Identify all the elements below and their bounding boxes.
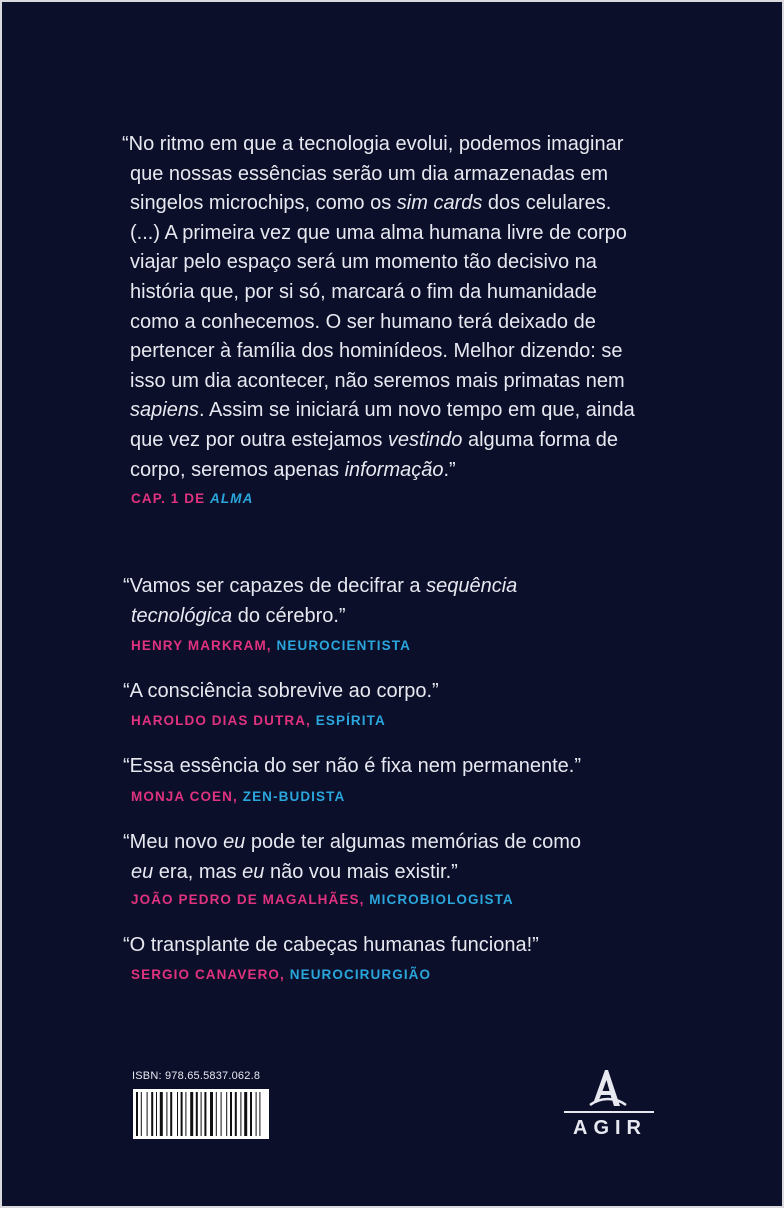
- quote-attribution: [131, 713, 386, 728]
- quote-dutra: [123, 677, 439, 707]
- quote-markram: [123, 572, 517, 631]
- barcode-bar: [210, 1092, 213, 1136]
- attribution-work: ALMA: [210, 491, 254, 506]
- quote-magalhaes: [123, 828, 581, 887]
- barcode-bar: [147, 1092, 148, 1136]
- author-role: ZEN-BUDISTA: [242, 789, 346, 804]
- quote-text: era, mas: [153, 860, 243, 883]
- quote-emphasis: sequência: [426, 575, 518, 597]
- barcode-bar: [204, 1092, 206, 1136]
- barcode-bar: [156, 1092, 157, 1136]
- quote-line: “No ritmo em que a tecnologia evolui, podemos imaginar: [122, 133, 624, 155]
- quote-text: “Vamos ser capazes de decifrar a: [123, 575, 427, 597]
- barcode-bar: [181, 1092, 183, 1136]
- quote-line: viajar pelo espaço será um momento tão decisivo na: [130, 251, 597, 274]
- quote-line: história que, por si só, marcará o fim da humanidade: [130, 280, 597, 303]
- quote-coen: [123, 752, 581, 782]
- barcode-bar: [170, 1092, 172, 1136]
- quote-attribution: [131, 892, 514, 907]
- quote-attribution: [131, 789, 345, 804]
- quote-emphasis: sapiens: [130, 399, 199, 422]
- barcode-bar: [141, 1092, 142, 1136]
- publisher-name: AGIR: [573, 1117, 647, 1139]
- author-role: NEUROCIENTISTA: [276, 638, 411, 653]
- author-name: HENRY MARKRAM,: [131, 638, 272, 653]
- quote-line: [123, 858, 581, 888]
- quote-line: “Essa essência do ser não é fixa nem permanente.”: [123, 755, 582, 777]
- quote-line: que nossas essências serão um dia armazenadas em: [130, 162, 609, 185]
- barcode-bar: [136, 1092, 138, 1136]
- main-quote: [122, 130, 670, 485]
- logo-divider: [564, 1111, 654, 1113]
- quote-line: [123, 572, 517, 602]
- quote-attribution: [131, 638, 411, 653]
- quote-text: não vou mais existir.”: [264, 860, 458, 883]
- quote-line: [122, 456, 670, 486]
- quote-text: pode ter algumas memórias de como: [245, 831, 582, 853]
- quote-emphasis: vestindo: [387, 428, 463, 451]
- quote-emphasis: tecnológica: [131, 604, 233, 627]
- quote-emphasis: eu: [242, 860, 265, 883]
- barcode-bar: [166, 1092, 167, 1136]
- quote-line: isso um dia acontecer, não seremos mais primatas nem: [130, 369, 625, 392]
- quote-text: dos celulares.: [482, 192, 612, 215]
- author-role: ESPÍRITA: [315, 713, 386, 728]
- barcode-bar: [230, 1092, 232, 1136]
- quote-emphasis: eu: [131, 860, 154, 883]
- quote-canavero: [123, 931, 539, 961]
- quote-text: do cérebro.”: [232, 604, 346, 627]
- isbn-label: ISBN: 978.65.5837.062.8: [132, 1070, 261, 1082]
- author-role: NEUROCIRURGIÃO: [289, 967, 432, 982]
- barcode-bar: [177, 1092, 178, 1136]
- quote-text: que vez por outra estejamos: [130, 428, 388, 451]
- quote-line: [122, 426, 670, 456]
- barcode-bar: [196, 1092, 198, 1136]
- barcode-bar: [151, 1092, 153, 1136]
- barcode-bar: [259, 1092, 260, 1136]
- quote-emphasis: informação: [344, 458, 444, 481]
- quote-attribution: [131, 967, 431, 982]
- barcode-bar: [201, 1092, 202, 1136]
- barcode-bar: [185, 1092, 186, 1136]
- publisher-mark-icon: [589, 1068, 627, 1108]
- barcode-bar: [160, 1092, 163, 1136]
- barcode-bar: [190, 1092, 193, 1136]
- quote-line: pertencer à família dos hominídeos. Melhor dizendo: se: [130, 340, 623, 363]
- quote-text: corpo, seremos apenas: [130, 458, 345, 481]
- publisher-logo: [560, 1068, 656, 1142]
- barcode-bar: [244, 1092, 247, 1136]
- barcode-bar: [226, 1092, 227, 1136]
- author-name: HAROLDO DIAS DUTRA,: [131, 713, 311, 728]
- main-quote-attribution: [131, 491, 253, 506]
- author-name: SERGIO CANAVERO,: [131, 967, 285, 982]
- quote-text: alguma forma de: [462, 428, 619, 451]
- barcode-graphic: [133, 1089, 269, 1139]
- quote-emphasis: eu: [223, 831, 246, 853]
- quote-line: como a conhecemos. O ser humano terá deixado de: [130, 310, 596, 333]
- quote-line: “O transplante de cabeças humanas funciona!”: [123, 934, 539, 956]
- attribution-source: CAP. 1 DE: [131, 491, 211, 506]
- barcode-bar: [216, 1092, 217, 1136]
- quote-line: [122, 189, 670, 219]
- author-name: MONJA COEN,: [131, 789, 238, 804]
- barcode: [133, 1089, 269, 1139]
- barcode-bar: [235, 1092, 237, 1136]
- barcode-bar: [240, 1092, 241, 1136]
- quote-text: “Meu novo: [123, 831, 224, 853]
- quote-line: (...) A primeira vez que uma alma humana livre de corpo: [130, 221, 627, 244]
- quote-line: [122, 396, 670, 426]
- barcode-bar: [250, 1092, 252, 1136]
- quote-line: [123, 602, 517, 632]
- quote-text: singelos microchips, como os: [130, 192, 397, 215]
- quote-line: [123, 828, 581, 858]
- barcode-bar: [221, 1092, 222, 1136]
- author-name: JOÃO PEDRO DE MAGALHÃES,: [131, 892, 365, 907]
- quote-text: . Assim se iniciará um novo tempo em que, ainda: [198, 399, 635, 422]
- quote-text: .”: [443, 458, 456, 481]
- quote-line: “A consciência sobrevive ao corpo.”: [123, 680, 439, 702]
- barcode-bar: [256, 1092, 257, 1136]
- quote-emphasis: sim cards: [396, 192, 483, 215]
- author-role: MICROBIOLOGISTA: [369, 892, 514, 907]
